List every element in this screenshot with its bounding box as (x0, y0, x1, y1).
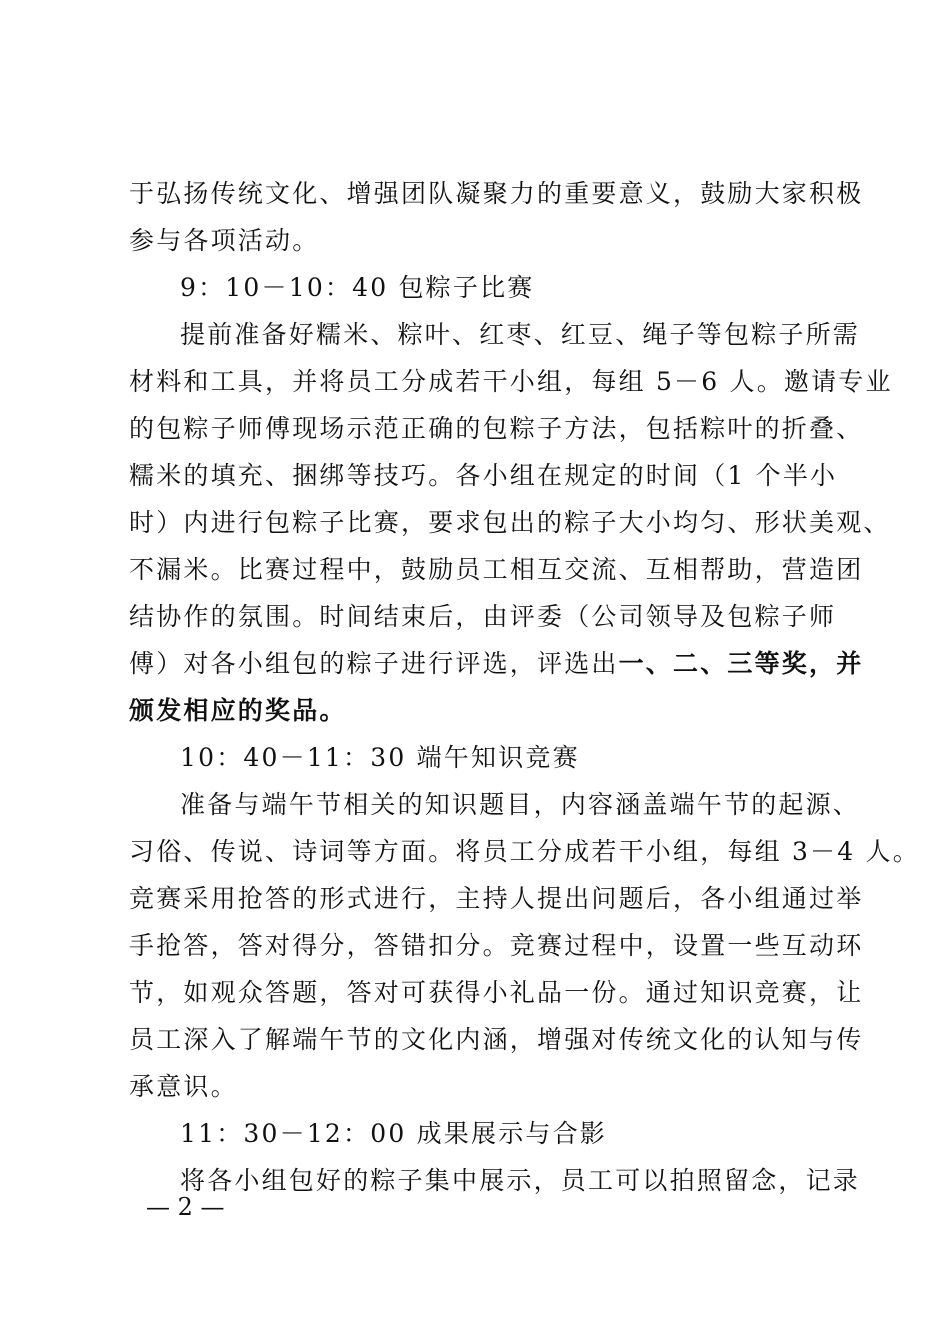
body-text-line: 准备与端午节相关的知识题目，内容涵盖端午节的起源、 (180, 790, 861, 819)
schedule-heading-zongzi: 9：10－10：40 包粽子比赛 (180, 273, 535, 302)
page-number: — 2 — (146, 1193, 225, 1221)
body-text-line: 糯米的填充、捆绑等技巧。各小组在规定的时间（1 个半小 (129, 461, 838, 490)
body-text-line: 参与各项活动。 (129, 226, 320, 255)
body-text-line (129, 649, 863, 679)
body-text-line: 员工深入了解端午节的文化内涵，增强对传统文化的认知与传 (129, 1025, 864, 1054)
bold-text-segment: 一、二、三等奖，并 (618, 649, 864, 678)
schedule-heading-quiz: 10：40－11：30 端午知识竞赛 (180, 743, 580, 772)
body-text-line: 于弘扬传统文化、增强团队凝聚力的重要意义，鼓励大家积极 (129, 179, 864, 208)
body-text-line: 承意识。 (129, 1072, 238, 1101)
body-text-segment: 傅）对各小组包的粽子进行评选，评选出 (129, 649, 619, 678)
bold-text-line: 颁发相应的奖品。 (129, 696, 347, 725)
body-text-line: 习俗、传说、诗词等方面。将员工分成若干小组，每组 3－4 人。 (129, 837, 920, 866)
body-text-line: 提前准备好糯米、粽叶、红枣、红豆、绳子等包粽子所需 (180, 320, 861, 349)
body-text-line: 的包粽子师傅现场示范正确的包粽子方法，包括粽叶的折叠、 (129, 414, 864, 443)
schedule-heading-showcase: 11：30－12：00 成果展示与合影 (180, 1119, 607, 1148)
body-text-line: 不漏米。比赛过程中，鼓励员工相互交流、互相帮助，营造团 (129, 555, 864, 584)
body-text-line: 时）内进行包粽子比赛，要求包出的粽子大小均匀、形状美观、 (129, 508, 891, 537)
body-text-line: 手抢答，答对得分，答错扣分。竞赛过程中，设置一些互动环 (129, 931, 864, 960)
body-text-line: 结协作的氛围。时间结束后，由评委（公司领导及包粽子师 (129, 602, 837, 631)
body-text-line: 节，如观众答题，答对可获得小礼品一份。通过知识竞赛，让 (129, 978, 864, 1007)
body-text-line: 将各小组包好的粽子集中展示，员工可以拍照留念，记录 (180, 1166, 861, 1195)
body-text-line: 材料和工具，并将员工分成若干小组，每组 5－6 人。邀请专业 (129, 367, 893, 396)
body-text-line: 竞赛采用抢答的形式进行，主持人提出问题后，各小组通过举 (129, 884, 864, 913)
